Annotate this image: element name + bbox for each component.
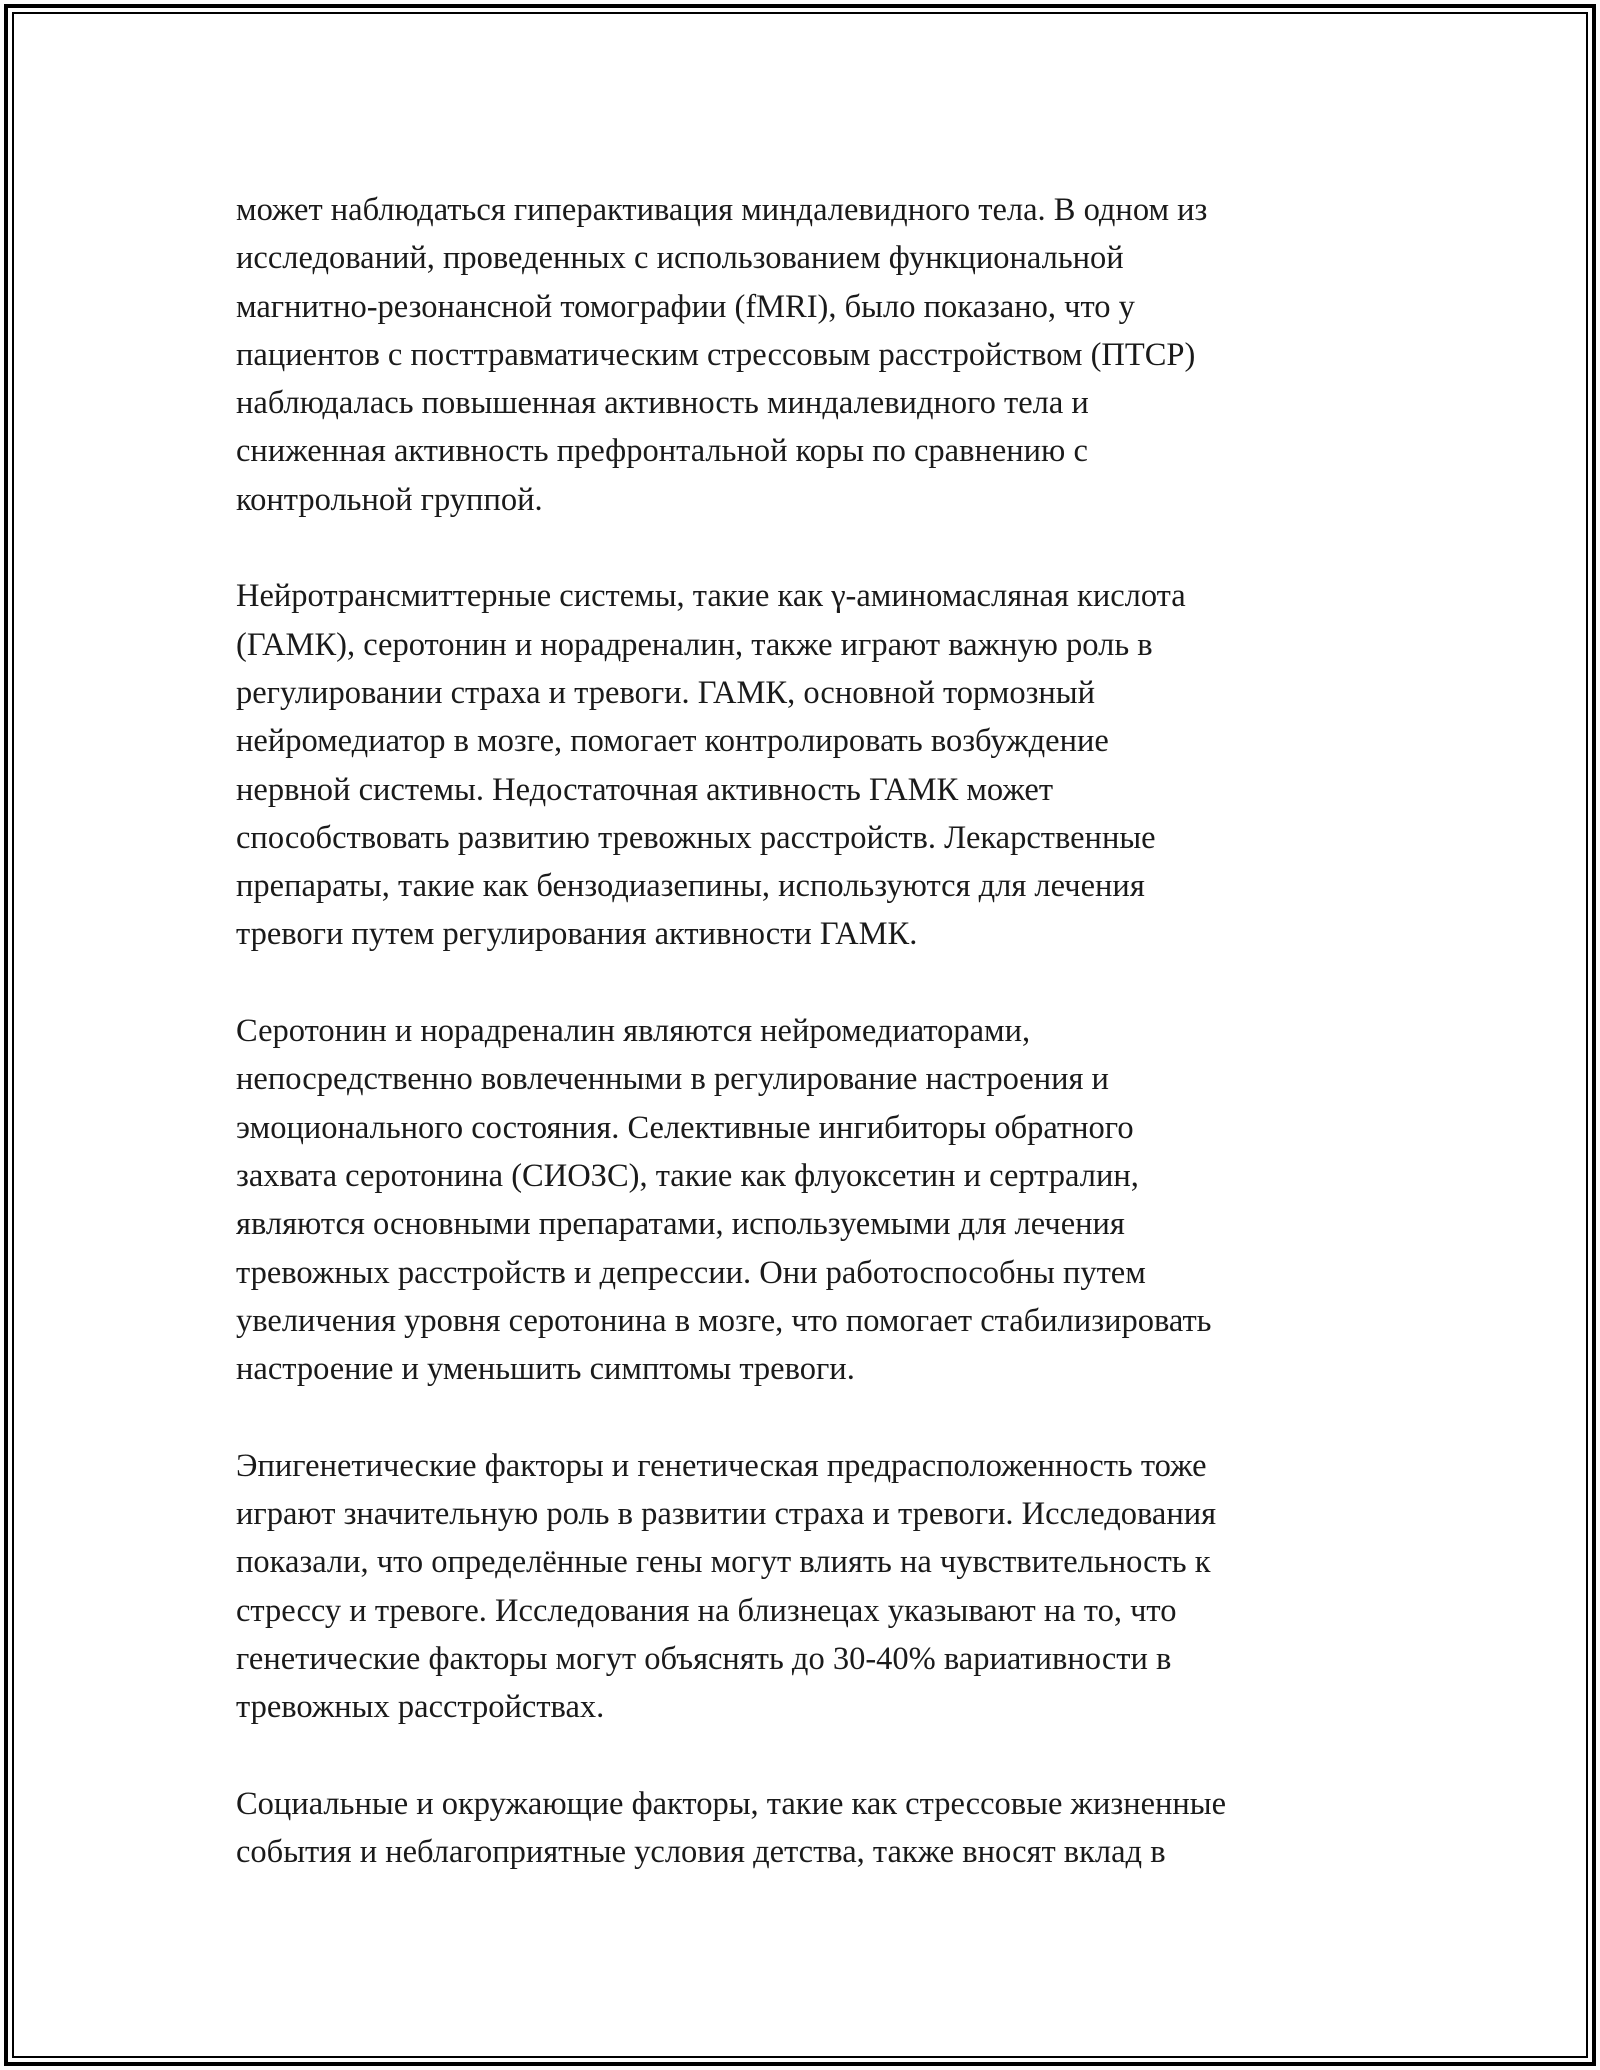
paragraph-neurotransmitters: Нейротрансмиттерные системы, такие как γ-аминомасляная кислота (ГАМК), серотонин и норадреналин, также играют важную роль в регулировании страха и тревоги. ГАМК, основной тормозный нейромедиатор в мозге, помогает контролировать возбуждение нервной системы. Недостаточная активность ГАМК может способствовать развитию тревожных расстройств. Лекарственные препараты, такие как бензодиазепины, используются для лечения тревоги путем регулирования активности ГАМК. [236, 578, 1186, 953]
paragraph-social-factors: Социальные и окружающие факторы, такие как стрессовые жизненные события и неблагоприятные условия детства, также вносят вклад в [236, 1785, 1227, 1871]
paragraph-epigenetics: Эпигенетические факторы и генетическая предрасположенность тоже играют значительную роль в развитии страха и тревоги. Исследования показали, что определённые гены могут влиять на чувствительность к стрессу и тревоге. Исследования на близнецах указывают на то, что генетические факторы могут объяснять до 30-40% вариативности в тревожных расстройствах. [236, 1447, 1217, 1726]
document-body [236, 186, 1396, 1876]
paragraph-serotonin: Серотонин и норадреналин являются нейромедиаторами, непосредственно вовлеченными в регулирование настроения и эмоционального состояния. Селективные ингибиторы обратного захвата серотонина (СИОЗС), такие как флуоксетин и сертралин, являются основными препаратами, используемыми для лечения тревожных расстройств и депрессии. Они работоспособны путем увеличения уровня серотонина в мозге, что помогает стабилизировать настроение и уменьшить симптомы тревоги. [236, 1013, 1212, 1388]
paragraph-amygdala: может наблюдаться гиперактивация миндалевидного тела. В одном из исследований, проведенных с использованием функциональной магнитно-резонансной томографии (fMRI), было показано, что у пациентов с посттравматическим стрессовым расстройством (ПТСР) наблюдалась повышенная активность миндалевидного тела и сниженная активность префронтальной коры по сравнению с контрольной группой. [236, 192, 1208, 518]
